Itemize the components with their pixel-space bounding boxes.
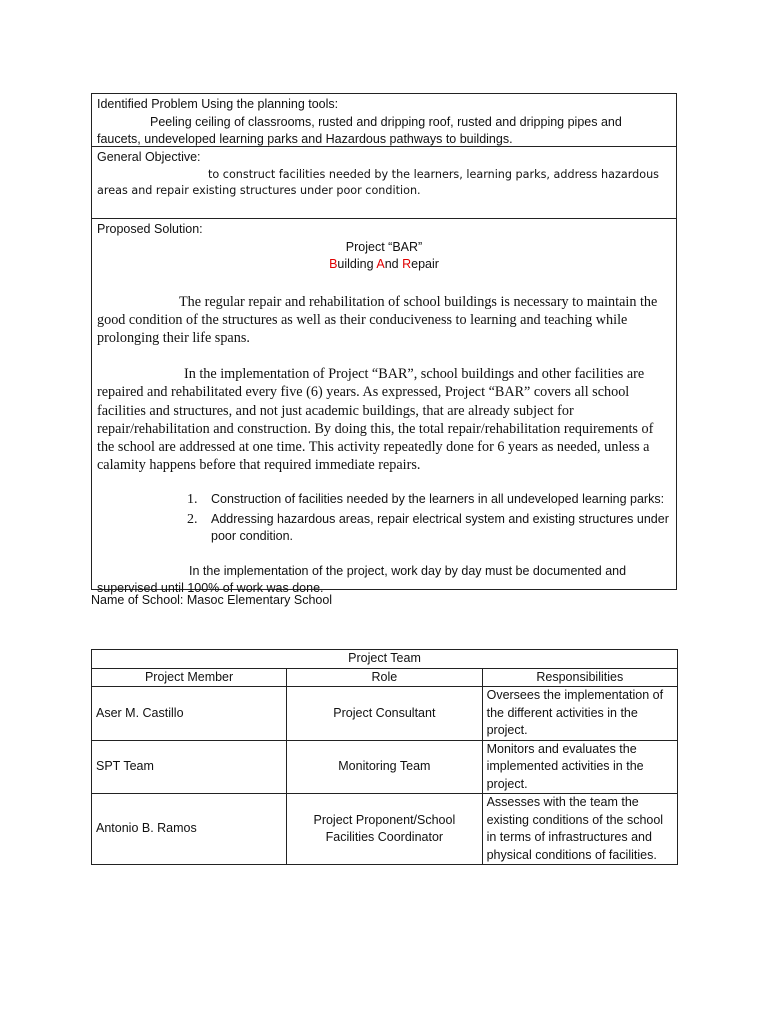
table-title: Project Team (92, 650, 678, 669)
solution-list (97, 491, 671, 546)
solution-label: Proposed Solution: (97, 222, 203, 236)
objective-text: to construct facilities needed by the learners, learning parks, address hazardous areas and repair existing structures under poor condition. (97, 167, 659, 197)
project-name: Project “BAR” (345, 239, 423, 254)
problem-label: Identified Problem Using the planning tools: (97, 97, 339, 111)
list-item: 1. Construction of facilities needed by the learners in all undeveloped learning parks: (187, 492, 665, 508)
responsibility-cell: Oversees the implementation of the different activities in the project. (482, 687, 677, 741)
project-acronym: Building And Repair (329, 257, 439, 271)
table-row (92, 687, 678, 741)
plan-box (91, 93, 677, 596)
header-responsibilities: Responsibilities (482, 668, 677, 687)
paragraph-2: In the implementation of Project “BAR”, school buildings and other facilities are repaired and rehabilitated every five (6) years. As expressed, Project “BAR” covers all school facilities and structures, and not just academic buildings, that are already subject for repair/rehabilitation and construction. By doing this, the total repair/rehabilitation requirements of the school are addressed at one time. This activity repeatedly done for 6 years as needed, unless a calamity happens before that required immediate repairs. (97, 366, 654, 474)
table-row (92, 794, 678, 865)
role-cell: Project Consultant (287, 687, 482, 741)
member-cell: SPT Team (92, 740, 287, 794)
member-cell: Antonio B. Ramos (92, 794, 287, 865)
role-cell: Project Proponent/School Facilities Coordinator (287, 794, 482, 865)
problem-text: Peeling ceiling of classrooms, rusted and dripping roof, rusted and dripping pipes and faucets, undeveloped learning parks and Hazardous pathways to buildings. (97, 114, 622, 146)
objective-section (92, 147, 676, 219)
solution-section (92, 219, 676, 596)
objective-label: General Objective: (97, 150, 201, 164)
project-team-table (91, 649, 678, 865)
problem-section (92, 94, 676, 147)
paragraph-3: In the implementation of the project, work day by day must be documented and supervised until 100% of work was done. (97, 563, 627, 596)
list-item: 2. Addressing hazardous areas, repair electrical system and existing structures under poor condition. (187, 511, 669, 544)
member-cell: Aser M. Castillo (92, 687, 287, 741)
responsibility-cell: Monitors and evaluates the implemented activities in the project. (482, 740, 677, 794)
paragraph-1: The regular repair and rehabilitation of school buildings is necessary to maintain the good condition of the structures as well as their conduciveness to learning and teaching while prolonging their life spans. (97, 293, 658, 346)
school-name: Name of School: Masoc Elementary School (91, 593, 333, 607)
role-cell: Monitoring Team (287, 740, 482, 794)
responsibility-cell: Assesses with the team the existing conditions of the school in terms of infrastructures and physical conditions of facilities. (482, 794, 677, 865)
header-member: Project Member (92, 668, 287, 687)
header-role: Role (287, 668, 482, 687)
table-row (92, 740, 678, 794)
